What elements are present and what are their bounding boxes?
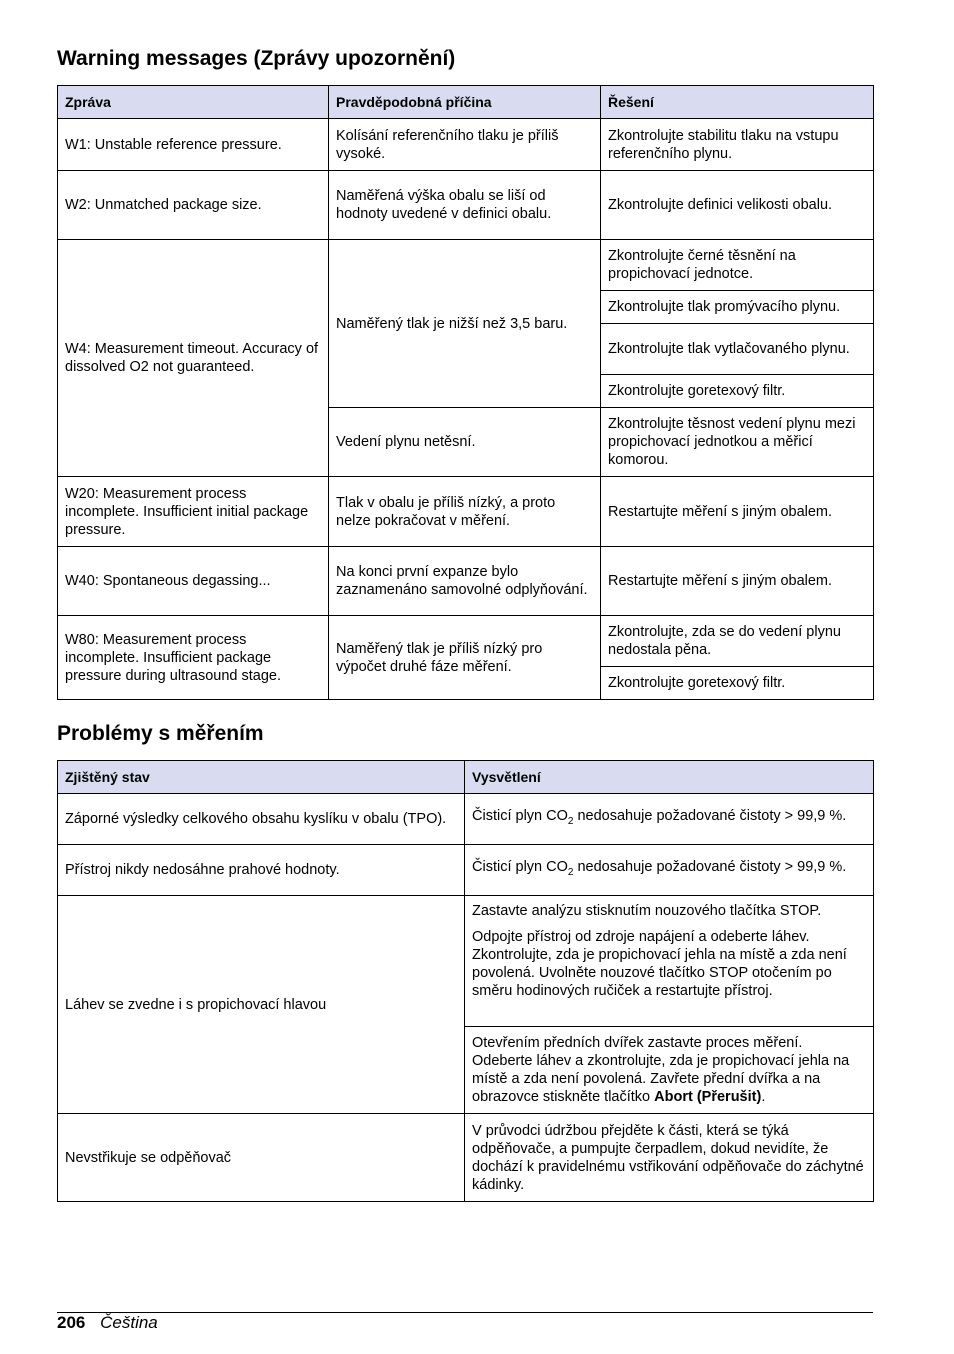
explanation-cell bbox=[465, 1027, 874, 1114]
cause-cell: Na konci první expanze bylo zaznamenáno samovolné odplyňování. bbox=[329, 547, 601, 616]
table-row bbox=[58, 477, 874, 547]
solution-cell: Zkontrolujte těsnost vedení plynu mezi propichovací jednotkou a měřicí komorou. bbox=[601, 408, 874, 477]
message-cell: W40: Spontaneous degassing... bbox=[58, 547, 329, 616]
solution-cell: Zkontrolujte definici velikosti obalu. bbox=[601, 171, 874, 240]
solution-cell: Zkontrolujte goretexový filtr. bbox=[601, 667, 874, 700]
cause-cell: Tlak v obalu je příliš nízký, a proto nelze pokračovat v měření. bbox=[329, 477, 601, 547]
page-number: 206 bbox=[57, 1313, 86, 1332]
explanation-paragraph: Zastavte analýzu stisknutím nouzového tlačítka STOP. bbox=[472, 903, 822, 919]
explanation-text: Čisticí plyn CO bbox=[472, 808, 568, 825]
message-cell: W2: Unmatched package size. bbox=[58, 171, 329, 240]
explanation-text: nedosahuje požadované čistoty > 99,9 %. bbox=[573, 808, 847, 825]
cause-cell: Naměřený tlak je nižší než 3,5 baru. bbox=[329, 240, 601, 408]
section-title-problems: Problémy s měřením bbox=[57, 722, 264, 745]
table-row bbox=[58, 547, 874, 616]
explanation-cell bbox=[465, 794, 874, 845]
explanation-text: . bbox=[761, 1089, 766, 1105]
table-row bbox=[58, 896, 874, 1027]
table-row bbox=[58, 1114, 874, 1202]
solution-cell: Restartujte měření s jiným obalem. bbox=[601, 477, 874, 547]
explanation-paragraph: Odpojte přístroj od zdroje napájení a odeberte láhev. Zkontrolujte, zda je propichovací jehla na místě a zda není povolená. Uvolněte nouzové tlačítko STOP otočením po směru hodinových ručiček a restartujte přístroj. bbox=[472, 929, 847, 999]
cause-cell: Naměřený tlak je příliš nízký pro výpočet druhé fáze měření. bbox=[329, 616, 601, 700]
cause-cell: Kolísání referenčního tlaku je příliš vysoké. bbox=[329, 119, 601, 171]
message-cell: W20: Measurement process incomplete. Insufficient initial package pressure. bbox=[58, 477, 329, 547]
footer-divider bbox=[57, 1312, 873, 1313]
message-cell: W4: Measurement timeout. Accuracy of dissolved O2 not guaranteed. bbox=[58, 240, 329, 477]
table-row bbox=[58, 845, 874, 896]
message-cell: W80: Measurement process incomplete. Insufficient package pressure during ultrasound stage. bbox=[58, 616, 329, 700]
explanation-text: nedosahuje požadované čistoty > 99,9 %. bbox=[573, 859, 847, 876]
state-cell: Láhev se zvedne i s propichovací hlavou bbox=[58, 896, 465, 1114]
solution-cell: Zkontrolujte stabilitu tlaku na vstupu referenčního plynu. bbox=[601, 119, 874, 171]
solution-cell: Zkontrolujte, zda se do vedení plynu nedostala pěna. bbox=[601, 616, 874, 667]
solution-cell: Zkontrolujte černé těsnění na propichovací jednotce. bbox=[601, 240, 874, 291]
explanation-cell: V průvodci údržbou přejděte k části, která se týká odpěňovače, a pumpujte čerpadlem, dokud nevidíte, že dochází k pravidelnému vstřikování odpěňovače do záchytné kádinky. bbox=[465, 1114, 874, 1202]
abort-button-reference: Abort (Přerušit) bbox=[654, 1089, 762, 1105]
solution-cell: Zkontrolujte tlak vytlačovaného plynu. bbox=[601, 324, 874, 375]
table-row bbox=[58, 240, 874, 291]
warning-messages-table bbox=[57, 85, 874, 700]
state-cell: Záporné výsledky celkového obsahu kyslíku v obalu (TPO). bbox=[58, 794, 465, 845]
table-header-row bbox=[58, 86, 874, 119]
explanation-cell bbox=[465, 896, 874, 1027]
state-cell: Přístroj nikdy nedosáhne prahové hodnoty. bbox=[58, 845, 465, 896]
footer-language: Čeština bbox=[100, 1313, 158, 1332]
column-header-cause: Pravděpodobná příčina bbox=[329, 86, 601, 119]
message-cell: W1: Unstable reference pressure. bbox=[58, 119, 329, 171]
solution-cell: Restartujte měření s jiným obalem. bbox=[601, 547, 874, 616]
column-header-solution: Řešení bbox=[601, 86, 874, 119]
explanation-text: Otevřením předních dvířek zastavte proces měření. Odeberte láhev a zkontrolujte, zda je propichovací jehla na místě a zda není povolená. Zavřete přední dvířka a na obrazovce stiskněte tlačítko bbox=[472, 1035, 850, 1105]
solution-cell: Zkontrolujte goretexový filtr. bbox=[601, 375, 874, 408]
table-row bbox=[58, 119, 874, 171]
cause-cell: Naměřená výška obalu se liší od hodnoty uvedené v definici obalu. bbox=[329, 171, 601, 240]
solution-cell: Zkontrolujte tlak promývacího plynu. bbox=[601, 291, 874, 324]
column-header-message: Zpráva bbox=[58, 86, 329, 119]
table-header-row bbox=[58, 761, 874, 794]
explanation-cell bbox=[465, 845, 874, 896]
cause-cell: Vedení plynu netěsní. bbox=[329, 408, 601, 477]
subscript-2: 2 bbox=[567, 866, 574, 878]
table-row bbox=[58, 616, 874, 667]
measurement-problems-table bbox=[57, 760, 874, 1202]
table-row bbox=[58, 171, 874, 240]
column-header-state: Zjištěný stav bbox=[58, 761, 465, 794]
page-footer bbox=[57, 1313, 158, 1333]
subscript-2: 2 bbox=[567, 815, 574, 827]
explanation-text: Čisticí plyn CO bbox=[472, 859, 568, 876]
state-cell: Nevstřikuje se odpěňovač bbox=[58, 1114, 465, 1202]
table-row bbox=[58, 794, 874, 845]
column-header-explanation: Vysvětlení bbox=[465, 761, 874, 794]
section-title-warnings: Warning messages (Zprávy upozornění) bbox=[57, 47, 456, 70]
